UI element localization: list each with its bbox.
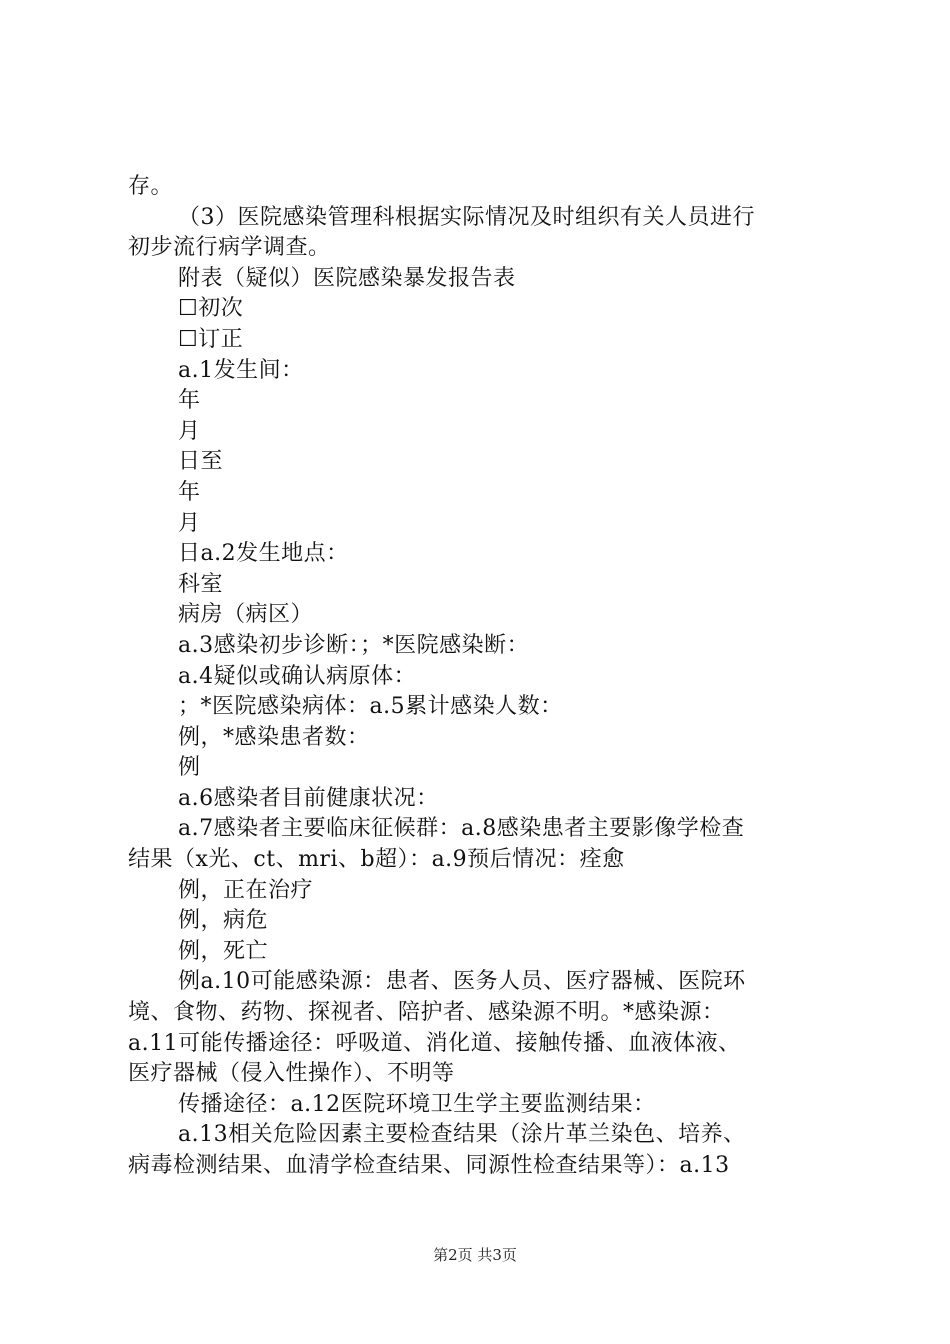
text-line: 例，正在治疗 — [178, 877, 314, 903]
text-line: a.11可能传播途径：呼吸道、消化道、接触传播、血液体液、 — [128, 1030, 741, 1056]
text-line: 结果（x光、ct、mri、b超）：a.9预后情况：痊愈 — [128, 847, 625, 873]
text-line: 月 — [178, 510, 201, 536]
text-line: ；*医院感染病体：a.5累计感染人数： — [178, 694, 563, 720]
text-line: 日a.2发生地点： — [178, 541, 349, 567]
text-line: a.6感染者目前健康状况： — [178, 785, 439, 811]
text-line: 初步流行病学调查。 — [128, 235, 331, 261]
text-line: 存。 — [128, 174, 174, 199]
text-line: 境、食物、药物、探视者、陪护者、感染源不明。*感染源： — [128, 1000, 725, 1026]
text-line: a.1发生间： — [178, 357, 304, 383]
text-line: 日至 — [178, 449, 224, 475]
text-line: a.4疑似或确认病原体： — [178, 663, 417, 689]
text-line: 医疗器械（侵入性操作）、不明等 — [128, 1061, 455, 1087]
text-line: 年 — [178, 479, 201, 505]
text-line: （3）医院感染管理科根据实际情况及时组织有关人员进行 — [178, 204, 755, 230]
text-line: a.7感染者主要临床征候群：a.8感染患者主要影像学检查 — [178, 816, 745, 842]
text-line: 例 — [178, 755, 201, 781]
text-line: 例，*感染患者数： — [178, 724, 370, 750]
text-line: 月 — [178, 418, 201, 444]
text-line: ☐订正 — [178, 326, 244, 352]
text-line: 例a.10可能感染源：患者、医务人员、医疗器械、医院环 — [178, 969, 746, 995]
text-line: 病房（病区） — [178, 602, 314, 628]
text-line: ☐初次 — [178, 296, 244, 322]
text-line: 附表（疑似）医院感染暴发报告表 — [178, 265, 516, 291]
text-line: 例，死亡 — [178, 938, 269, 964]
text-line: 例，病危 — [178, 908, 269, 934]
document-body — [128, 172, 838, 1182]
text-line: 科室 — [178, 571, 224, 597]
text-line: 传播途径：a.12医院环境卫生学主要监测结果： — [178, 1091, 656, 1117]
text-line: 年 — [178, 388, 201, 414]
page-footer: 第2页 共3页 — [433, 1246, 517, 1264]
text-line: a.3感染初步诊断：；*医院感染断： — [178, 632, 530, 658]
text-line: 病毒检测结果、血清学检查结果、同源性检查结果等）：a.13 — [128, 1153, 730, 1178]
text-line: a.13相关危险因素主要检查结果（涂片革兰染色、培养、 — [178, 1122, 746, 1148]
